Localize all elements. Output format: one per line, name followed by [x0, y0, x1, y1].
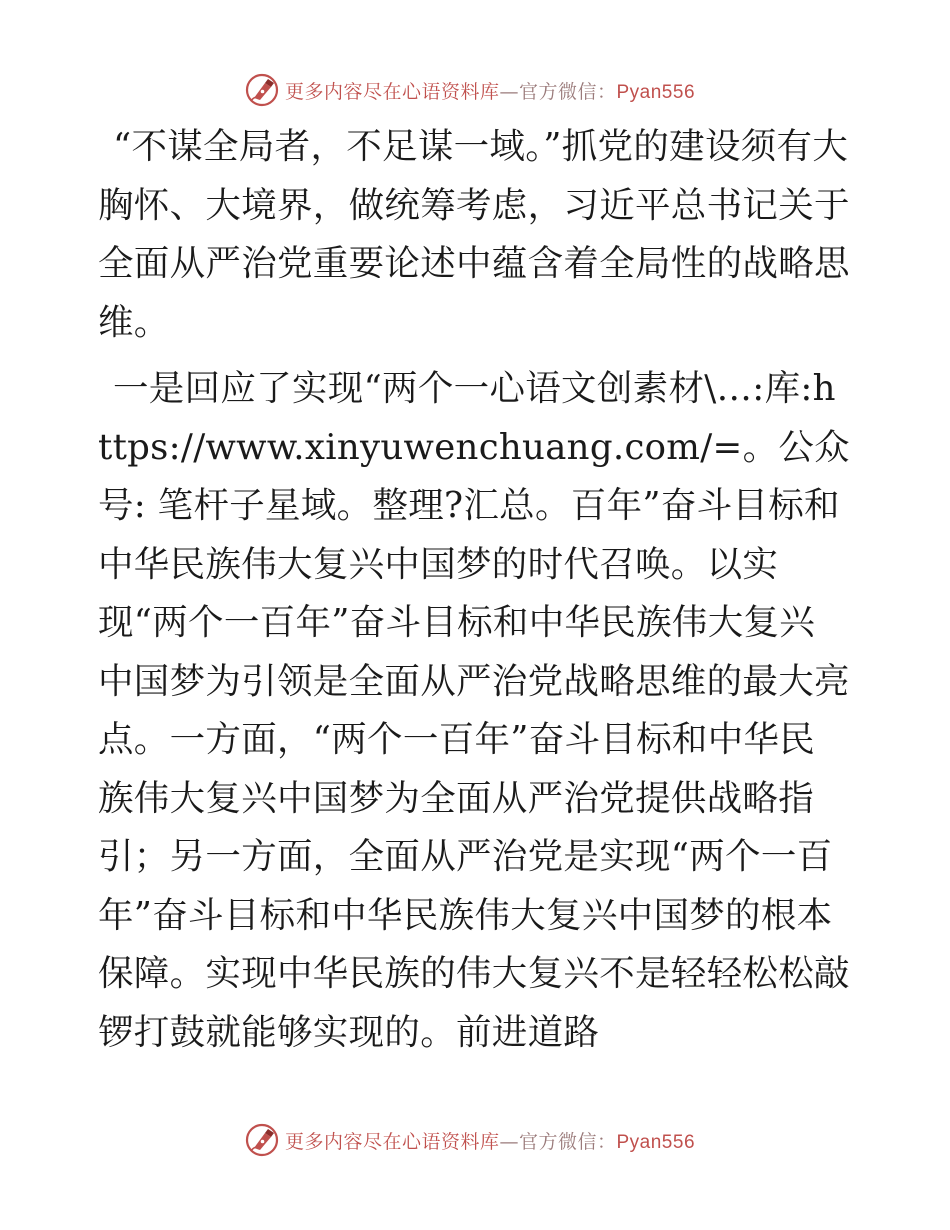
header-banner-text [285, 77, 695, 104]
paragraph-1-text: “不谋全局者，不足谋一域。”抓党的建设须有大胸怀、大境界，做统筹考虑，习近平总书记关于全面从严治党重要论述中蕴含着全局性的战略思维。 [98, 126, 850, 343]
footer-banner-content [245, 1123, 695, 1157]
pen-nib-logo-icon [245, 73, 279, 107]
header-separator: — [499, 80, 519, 103]
header-banner [0, 70, 950, 110]
document-body [98, 118, 850, 1062]
footer-wechat-label: 官方微信： [518, 1130, 617, 1153]
footer-banner [0, 1120, 950, 1160]
paragraph-2 [98, 360, 850, 1062]
footer-wechat-handle: Pyan556 [616, 1131, 696, 1153]
header-banner-content [245, 73, 695, 107]
footer-separator: — [499, 1130, 519, 1153]
header-brand-text: 更多内容尽在心语资料库 [284, 80, 500, 103]
header-wechat-handle: Pyan556 [616, 81, 696, 103]
header-wechat-label: 官方微信： [518, 80, 617, 103]
paragraph-1 [98, 118, 850, 352]
footer-banner-text [285, 1127, 695, 1154]
pen-nib-logo-icon [245, 1123, 279, 1157]
paragraph-2-text: 一是回应了实现“两个一心语文创素材\…:库:https://www.xinyuwenchuang.com/=。公众号: 笔杆子星域。整理?汇总。百年”奋斗目标和中华民族伟大复兴中国梦的时代召唤。以实现“两个一百年”奋斗目标和中华民族伟大复兴中国梦为引领是全面从严治党战略思维的最大亮点。一方面，“两个一百年”奋斗目标和中华民族伟大复兴中国梦为全面从严治党提供战略指引；另一方面，全面从严治党是实现“两个一百年”奋斗目标和中华民族伟大复兴中国梦的根本保障。实现中华民族的伟大复兴不是轻轻松松敲锣打鼓就能够实现的。前进道路 [98, 368, 850, 1053]
footer-brand-text: 更多内容尽在心语资料库 [284, 1130, 500, 1153]
